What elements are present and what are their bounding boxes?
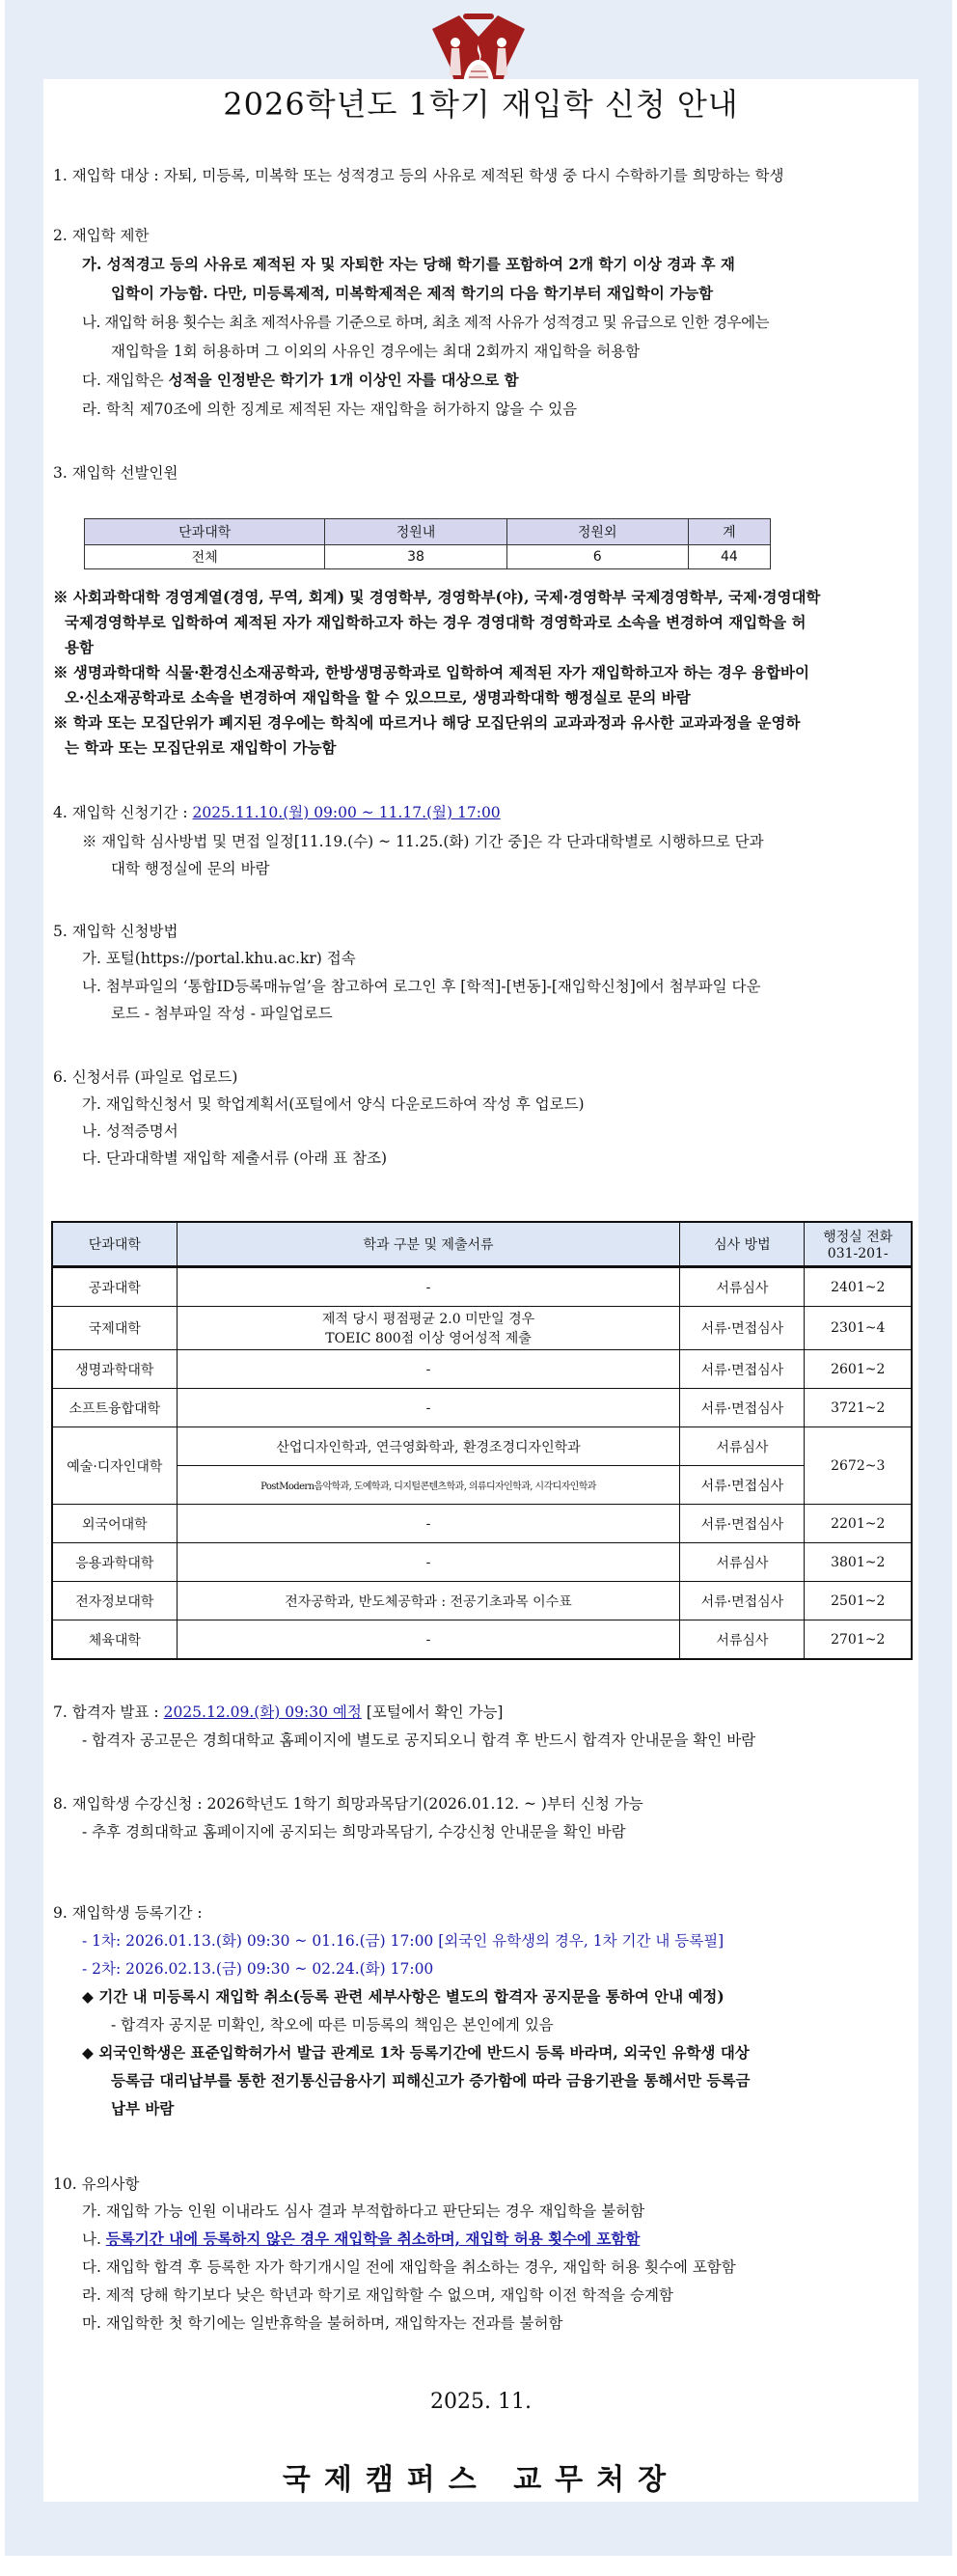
quota-cell: 38	[325, 545, 506, 569]
section-7-suffix: [포털에서 확인 가능]	[361, 1703, 504, 1721]
phone-cell: 3721~2	[805, 1389, 912, 1427]
section-9-bullet1-sub: - 합격자 공지문 미확인, 착오에 따른 미등록의 책임은 본인에게 있음	[111, 2016, 554, 2034]
section-3-heading: 3. 재입학 선발인원	[53, 464, 178, 482]
phone-cell: 2401~2	[805, 1267, 912, 1307]
section-10-ra: 라. 제적 당해 학기보다 낮은 학년과 학기로 재입학할 수 없으며, 재입학 이전 학적을 승계함	[82, 2286, 673, 2304]
quota-header-within: 정원내	[325, 519, 506, 545]
table-row	[52, 1466, 912, 1505]
college-cell: 예술·디자인대학	[52, 1427, 177, 1505]
phone-cell: 2201~2	[805, 1505, 912, 1543]
college-cell: 전자정보대학	[52, 1582, 177, 1620]
quota-cell: 6	[506, 545, 688, 569]
college-cell: 응용과학대학	[52, 1543, 177, 1582]
section-3-note1-line3: 용함	[65, 638, 94, 656]
section-10-na	[82, 2230, 640, 2249]
table-row	[52, 1389, 912, 1427]
section-10-na-prefix: 나.	[82, 2230, 106, 2248]
phone-cell: 2501~2	[805, 1582, 912, 1620]
college-cell: 공과대학	[52, 1267, 177, 1307]
section-9-heading: 9. 재입학생 등록기간 :	[53, 1904, 203, 1922]
section-6-heading: 6. 신청서류 (파일로 업로드)	[53, 1068, 238, 1086]
section-2-da-emphasis: 성적을 인정받은 학기가 1개 이상인 자를 대상으로 함	[168, 371, 519, 389]
section-8-registration: 8. 재입학생 수강신청 : 2026학년도 1학기 희망과목담기(2026.01.12. ~ )부터 신청 가능	[53, 1795, 643, 1813]
table-row	[52, 1350, 912, 1389]
quota-table	[84, 518, 771, 569]
section-9-bullet2-line1: ◆ 외국인학생은 표준입학허가서 발급 관계로 1차 등록기간에 반드시 등록 바라며, 외국인 유학생 대상	[82, 2043, 750, 2062]
section-10-ma: 마. 재입학한 첫 학기에는 일반휴학을 불허하며, 재입학자는 전과를 불허함	[82, 2314, 563, 2332]
section-3-note3-line2: 는 학과 또는 모집단위로 재입학이 가능함	[65, 738, 337, 757]
docs-cell: -	[177, 1620, 680, 1660]
section-3-note1-line1: ※ 사회과학대학 경영계열(경영, 무역, 회계) 및 경영학부, 경영학부(야), 국제·경영학부 국제경영학부, 국제·경영대학	[53, 588, 821, 606]
method-cell: 서류·면접심사	[680, 1505, 805, 1543]
phone-cell: 2672~3	[805, 1427, 912, 1505]
phone-cell: 2301~4	[805, 1307, 912, 1350]
table-row	[85, 545, 771, 569]
table-row	[52, 1427, 912, 1466]
section-1-eligibility: 1. 재입학 대상 : 자퇴, 미등록, 미복학 또는 성적경고 등의 사유로 제적된 학생 중 다시 수학하기를 희망하는 학생	[53, 167, 784, 184]
section-3-note2-line2: 오·신소재공학과로 소속을 변경하여 재입학을 할 수 있으므로, 생명과학대학 행정실로 문의 바람	[65, 688, 691, 706]
docs-cell: -	[177, 1389, 680, 1427]
docs-cell: 전자공학과, 반도체공학과 : 전공기초과목 이수표	[177, 1582, 680, 1620]
method-cell: 서류·면접심사	[680, 1389, 805, 1427]
section-10-ga: 가. 재입학 가능 인원 이내라도 심사 결과 부적합하다고 판단되는 경우 재입학을 불허함	[82, 2202, 645, 2220]
quota-cell: 전체	[85, 545, 325, 569]
section-2-na-line2: 재입학을 1회 허용하며 그 이외의 사유인 경우에는 최대 2회까지 재입학을 허용함	[111, 343, 641, 360]
college-cell: 체육대학	[52, 1620, 177, 1660]
section-3-note1-line2: 국제경영학부로 입학하여 제적된 자가 재입학하고자 하는 경우 경영대학 경영학과로 소속을 변경하여 재입학을 허	[65, 613, 807, 631]
section-7-announcement	[53, 1703, 503, 1722]
quota-header-total: 계	[688, 519, 770, 545]
docs-header-requirements: 학과 구분 및 제출서류	[177, 1222, 680, 1267]
section-5-ga-portal: 가. 포털(https://portal.khu.ac.kr) 접속	[82, 950, 356, 967]
section-2-ga-line2: 입학이 가능함. 다만, 미등록제적, 미복학제적은 제적 학기의 다음 학기부터 재입학이 가능함	[111, 284, 714, 302]
section-8-note: - 추후 경희대학교 홈페이지에 공지되는 희망과목담기, 수강신청 안내문을 확인 바람	[82, 1823, 626, 1841]
announcement-date-link[interactable]: 2025.12.09.(화) 09:30 예정	[163, 1703, 362, 1721]
method-cell: 서류심사	[680, 1267, 805, 1307]
section-3-note3-line1: ※ 학과 또는 모집단위가 폐지된 경우에는 학칙에 따르거나 해당 모집단위의 교과과정과 유사한 교과과정을 운영하	[53, 713, 801, 732]
docs-header-phone-label: 행정실 전화	[823, 1230, 893, 1245]
quota-header-outside: 정원외	[506, 519, 688, 545]
docs-cell-line1: 제적 당시 평점평균 2.0 미만일 경우	[321, 1312, 535, 1327]
docs-header-college: 단과대학	[52, 1222, 177, 1267]
college-cell: 생명과학대학	[52, 1350, 177, 1389]
documents-table-header	[52, 1222, 912, 1267]
docs-header-method: 심사 방법	[680, 1222, 805, 1267]
section-4-note-line1: ※ 재입학 심사방법 및 면접 일정[11.19.(수) ~ 11.25.(화) 기간 중]은 각 단과대학별로 시행하므로 단과	[82, 833, 764, 850]
docs-cell: -	[177, 1505, 680, 1543]
table-row	[52, 1505, 912, 1543]
college-cell: 국제대학	[52, 1307, 177, 1350]
table-row	[52, 1307, 912, 1350]
method-cell: 서류·면접심사	[680, 1466, 805, 1505]
section-10-heading: 10. 유의사항	[53, 2175, 140, 2193]
table-row	[52, 1620, 912, 1660]
section-2-na-line1: 나. 재입학 허용 횟수는 최초 제적사유를 기준으로 하며, 최초 제적 사유가 성적경고 및 유급으로 인한 경우에는	[82, 314, 770, 331]
section-7-note: - 합격자 공고문은 경희대학교 홈페이지에 별도로 공지되오니 합격 후 반드시 합격자 안내문을 확인 바람	[82, 1731, 756, 1749]
section-6-na: 나. 성적증명서	[82, 1122, 178, 1140]
section-7-prefix: 7. 합격자 발표 :	[53, 1703, 164, 1721]
section-4-prefix: 4. 재입학 신청기간 :	[53, 804, 193, 821]
quota-header-college: 단과대학	[85, 519, 325, 545]
section-5-na-line1: 나. 첨부파일의 ‘통합ID등록매뉴얼’을 참고하여 로그인 후 [학적]-[변동]-[재입학신청]에서 첨부파일 다운	[82, 978, 761, 995]
docs-cell: -	[177, 1543, 680, 1582]
section-9-bullet2-line2: 등록금 대리납부를 통한 전기통신금융사기 피해신고가 증가함에 따라 금융기관을 통해서만 등록금	[111, 2071, 751, 2090]
method-cell: 서류심사	[680, 1427, 805, 1466]
section-2-heading: 2. 재입학 제한	[53, 227, 150, 244]
docs-cell: 산업디자인학과, 연극영화학과, 환경조경디자인학과	[177, 1427, 680, 1466]
method-cell: 서류·면접심사	[680, 1582, 805, 1620]
section-10-da: 다. 재입학 합격 후 등록한 자가 학기개시일 전에 재입학을 취소하는 경우, 재입학 허용 횟수에 포함함	[82, 2258, 736, 2276]
section-4-note-line2: 대학 행정실에 문의 바람	[111, 860, 270, 877]
section-2-da-prefix: 다. 재입학은	[82, 372, 169, 389]
phone-cell: 2701~2	[805, 1620, 912, 1660]
section-5-heading: 5. 재입학 신청방법	[53, 923, 178, 940]
college-cell: 소프트융합대학	[52, 1389, 177, 1427]
issue-date: 2025. 11.	[430, 2390, 532, 2414]
section-10-na-emphasis[interactable]: 등록기간 내에 등록하지 않은 경우 재입학을 취소하며, 재입학 허용 횟수에 포함함	[105, 2230, 641, 2248]
section-9-first-period: - 1차: 2026.01.13.(화) 09:30 ~ 01.16.(금) 17:00 [외국인 유학생의 경우, 1차 기간 내 등록필]	[82, 1932, 725, 1950]
table-row	[52, 1267, 912, 1307]
table-row	[52, 1582, 912, 1620]
section-9-bullet2-line3: 납부 바람	[111, 2099, 175, 2118]
section-6-ga: 가. 재입학신청서 및 학업계획서(포털에서 양식 다운로드하여 작성 후 업로드)	[82, 1095, 585, 1113]
method-cell: 서류심사	[680, 1543, 805, 1582]
application-period-link[interactable]: 2025.11.10.(월) 09:00 ~ 11.17.(월) 17:00	[192, 804, 501, 821]
section-9-bullet1: ◆ 기간 내 미등록시 재입학 취소(등록 관련 세부사항은 별도의 합격자 공지문을 통하여 안내 예정)	[82, 1987, 725, 2006]
page-title: 2026학년도 1학기 재입학 신청 안내	[223, 86, 739, 123]
section-2-ga-line1: 가. 성적경고 등의 사유로 제적된 자 및 자퇴한 자는 당해 학기를 포함하여 2개 학기 이상 경과 후 재	[82, 255, 735, 273]
issuing-office: 국제캠퍼스 교무처장	[282, 2463, 680, 2497]
quota-cell: 44	[688, 545, 770, 569]
method-cell: 서류·면접심사	[680, 1307, 805, 1350]
method-cell: 서류심사	[680, 1620, 805, 1660]
college-cell: 외국어대학	[52, 1505, 177, 1543]
docs-cell: -	[177, 1350, 680, 1389]
quota-table-header	[85, 519, 771, 545]
section-2-da	[82, 371, 519, 390]
docs-cell: PostModern음악학과, 도예학과, 디지털콘텐츠학과, 의류디자인학과, 시각디자인학과	[177, 1466, 680, 1505]
notice-document	[43, 79, 918, 2502]
section-4-period	[53, 803, 501, 822]
table-row	[52, 1543, 912, 1582]
section-5-na-line2: 로드 - 첨부파일 작성 - 파일업로드	[111, 1005, 333, 1022]
documents-table	[51, 1221, 913, 1660]
section-3-note2-line1: ※ 생명과학대학 식물·환경신소재공학과, 한방생명공학과로 입학하여 제적된 자가 재입학하고자 하는 경우 융합바이	[53, 663, 809, 681]
method-cell: 서류·면접심사	[680, 1350, 805, 1389]
docs-header-phone	[805, 1222, 912, 1267]
phone-cell: 2601~2	[805, 1350, 912, 1389]
phone-cell: 3801~2	[805, 1543, 912, 1582]
docs-cell: -	[177, 1267, 680, 1307]
section-6-da: 다. 단과대학별 재입학 제출서류 (아래 표 참조)	[82, 1150, 388, 1167]
docs-header-phone-prefix: 031-201-	[827, 1246, 889, 1261]
section-9-second-period: - 2차: 2026.02.13.(금) 09:30 ~ 02.24.(화) 17:00	[82, 1960, 434, 1978]
docs-cell-line2: TOEIC 800점 이상 영어성적 제출	[325, 1331, 532, 1346]
section-2-ra: 라. 학칙 제70조에 의한 징계로 제적된 자는 재입학을 허가하지 않을 수 있음	[82, 401, 578, 418]
docs-cell	[177, 1307, 680, 1350]
